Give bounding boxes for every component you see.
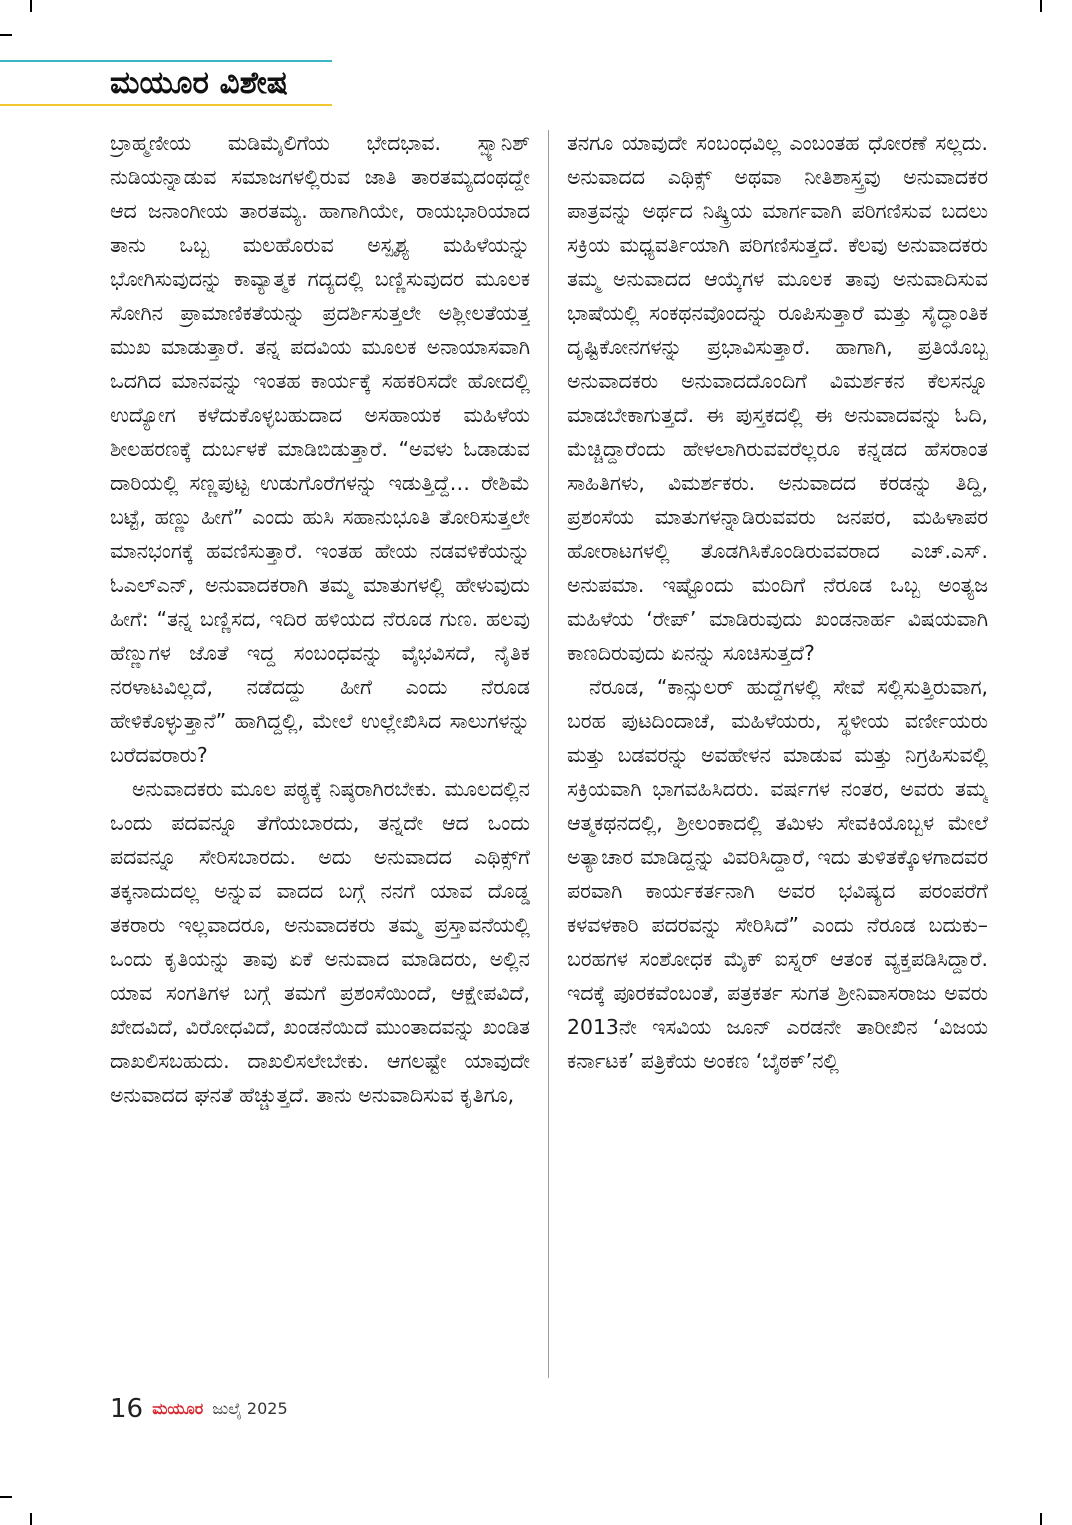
paragraph: ಬ್ರಾಹ್ಮಣೀಯ ಮಡಿಮೈಲಿಗೆಯ ಭೇದಭಾವ. ಸ್ಪ್ಯಾನಿಶ್ ನುಡಿಯನ್ನಾಡುವ ಸಮಾಜಗಳಲ್ಲಿರುವ ಜಾತಿ ತಾರತಮ್ಯದಂಥದ್ದೇ ಆದ ಜನಾಂಗೀಯ ತಾರತಮ್ಯ. ಹಾಗಾಗಿಯೇ, ರಾಯಭಾರಿಯಾದ ತಾನು ಒಬ್ಬ ಮಲಹೊರುವ ಅಸ್ಪೃಶ್ಯ ಮಹಿಳೆಯನ್ನು ಭೋಗಿಸುವುದನ್ನು ಕಾವ್ಯಾತ್ಮಕ ಗದ್ಯದಲ್ಲಿ ಬಣ್ಣಿಸುವುದರ ಮೂಲಕ ಸೋಗಿನ ಪ್ರಾಮಾಣಿಕತೆಯನ್ನು ಪ್ರದರ್ಶಿಸುತ್ತಲೇ ಅಶ್ಲೀಲತೆಯತ್ತ ಮುಖ ಮಾಡುತ್ತಾರೆ. ತನ್ನ ಪದವಿಯ ಮೂಲಕ ಅನಾಯಾಸವಾಗಿ ಒದಗಿದ ಮಾನವನ್ನು ಇಂತಹ ಕಾರ್ಯಕ್ಕೆ ಸಹಕರಿಸದೇ ಹೋದಲ್ಲಿ ಉದ್ಯೋಗ ಕಳೆದುಕೊಳ್ಳಬಹುದಾದ ಅಸಹಾಯಕ ಮಹಿಳೆಯ ಶೀಲಹರಣಕ್ಕೆ ದುರ್ಬಳಕೆ ಮಾಡಿಬಿಡುತ್ತಾರೆ. “ಅವಳು ಓಡಾಡುವ ದಾರಿಯಲ್ಲಿ ಸಣ್ಣಪುಟ್ಟ ಉಡುಗೊರೆಗಳನ್ನು ಇಡುತ್ತಿದ್ದೆ… ರೇಶಿಮೆ ಬಟ್ಟೆ, ಹಣ್ಣು ಹೀಗೆ” ಎಂದು ಹುಸಿ ಸಹಾನುಭೂತಿ ತೋರಿಸುತ್ತಲೇ ಮಾನಭಂಗಕ್ಕೆ ಹವಣಿಸುತ್ತಾರೆ. ಇಂತಹ ಹೇಯ ನಡವಳಿಕೆಯನ್ನು ಓಎಲ್‌ಎನ್, ಅನುವಾದಕರಾಗಿ ತಮ್ಮ ಮಾತುಗಳಲ್ಲಿ ಹೇಳುವುದು ಹೀಗೆ: “ತನ್ನ ಬಣ್ಣಿಸದ, ಇದಿರ ಹಳಿಯದ ನೆರೂಡ ಗುಣ. ಹಲವು ಹೆಣ್ಣುಗಳ ಜೊತೆ ಇದ್ದ ಸಂಬಂಧವನ್ನು ವೈಭವಿಸದೆ, ನೈತಿಕ ನರಳಾಟವಿಲ್ಲದೆ, ನಡೆದದ್ದು ಹೀಗೆ ಎಂದು ನೆರೂಡ ಹೇಳಿಕೊಳ್ಳುತ್ತಾನೆ” ಹಾಗಿದ್ದಲ್ಲಿ, ಮೇಲೆ ಉಲ್ಲೇಖಿಸಿದ ಸಾಲುಗಳನ್ನು ಬರೆದವರಾರು? — [110, 131, 530, 767]
crop-mark — [0, 34, 12, 36]
crop-mark — [30, 0, 32, 12]
paragraph: ತನಗೂ ಯಾವುದೇ ಸಂಬಂಧವಿಲ್ಲ ಎಂಬಂತಹ ಧೋರಣೆ ಸಲ್ಲದು. ಅನುವಾದದ ಎಥಿಕ್ಸ್ ಅಥವಾ ನೀತಿಶಾಸ್ತ್ರವು ಅನುವಾದಕರ ಪಾತ್ರವನ್ನು ಅರ್ಥದ ನಿಷ್ಕ್ರಿಯ ಮಾರ್ಗವಾಗಿ ಪರಿಗಣಿಸುವ ಬದಲು ಸಕ್ರಿಯ ಮಧ್ಯವರ್ತಿಯಾಗಿ ಪರಿಗಣಿಸುತ್ತದೆ. ಕೆಲವು ಅನುವಾದಕರು ತಮ್ಮ ಅನುವಾದದ ಆಯ್ಕೆಗಳ ಮೂಲಕ ತಾವು ಅನುವಾದಿಸುವ ಭಾಷೆಯಲ್ಲಿ ಸಂಕಥನವೊಂದನ್ನು ರೂಪಿಸುತ್ತಾರೆ ಮತ್ತು ಸೈದ್ಧಾಂತಿಕ ದೃಷ್ಟಿಕೋನಗಳನ್ನು ಪ್ರಭಾವಿಸುತ್ತಾರೆ. ಹಾಗಾಗಿ, ಪ್ರತಿಯೊಬ್ಬ ಅನುವಾದಕರು ಅನುವಾದದೊಂದಿಗೆ ವಿಮರ್ಶಕನ ಕೆಲಸನ್ನೂ ಮಾಡಬೇಕಾಗುತ್ತದೆ. ಈ ಪುಸ್ತಕದಲ್ಲಿ ಈ ಅನುವಾದವನ್ನು ಓದಿ, ಮೆಚ್ಚಿದ್ದಾರೆಂದು ಹೇಳಲಾಗಿರುವವರೆಲ್ಲರೂ ಕನ್ನಡದ ಹೆಸರಾಂತ ಸಾಹಿತಿಗಳು, ವಿಮರ್ಶಕರು. ಅನುವಾದದ ಕರಡನ್ನು ತಿದ್ದಿ, ಪ್ರಶಂಸೆಯ ಮಾತುಗಳನ್ನಾಡಿರುವವರು ಜನಪರ, ಮಹಿಳಾಪರ ಹೋರಾಟಗಳಲ್ಲಿ ತೊಡಗಿಸಿಕೊಂಡಿರುವವರಾದ ಎಚ್.ಎಸ್. ಅನುಪಮಾ. ಇಷ್ಟೊಂದು ಮಂದಿಗೆ ನೆರೂಡ ಒಬ್ಬ ಅಂತ್ಯಜ ಮಹಿಳೆಯ ‘ರೇಪ್’ ಮಾಡಿರುವುದು ಖಂಡನಾರ್ಹ ವಿಷಯವಾಗಿ ಕಾಣದಿರುವುದು ಏನನ್ನು ಸೂಚಿಸುತ್ತದೆ? — [567, 131, 988, 665]
header-rule-teal — [0, 60, 332, 62]
page-number: 16 — [110, 1394, 144, 1424]
crop-mark — [30, 1513, 32, 1525]
header-rule-yellow — [0, 104, 332, 106]
crop-mark — [0, 1496, 12, 1498]
magazine-logo: ಮಯೂರ — [152, 1399, 204, 1418]
column-divider — [548, 130, 549, 1378]
paragraph: ನೆರೂಡ, “ಕಾನ್ಸುಲರ್ ಹುದ್ದೆಗಳಲ್ಲಿ ಸೇವೆ ಸಲ್ಲಿಸುತ್ತಿರುವಾಗ, ಬರಹ ಪುಟದಿಂದಾಚೆ, ಮಹಿಳೆಯರು, ಸ್ಥಳೀಯ ವರ್ಣೀಯರು ಮತ್ತು ಬಡವರನ್ನು ಅವಹೇಳನ ಮಾಡುವ ಮತ್ತು ನಿಗ್ರಹಿಸುವಲ್ಲಿ ಸಕ್ರಿಯವಾಗಿ ಭಾಗವಹಿಸಿದರು. ವರ್ಷಗಳ ನಂತರ, ಅವರು ತಮ್ಮ ಆತ್ಮಕಥನದಲ್ಲಿ, ಶ್ರೀಲಂಕಾದಲ್ಲಿ ತಮಿಳು ಸೇವಕಿಯೊಬ್ಬಳ ಮೇಲೆ ಅತ್ಯಾಚಾರ ಮಾಡಿದ್ದನ್ನು ವಿವರಿಸಿದ್ದಾರೆ, ಇದು ತುಳಿತಕ್ಕೊಳಗಾದವರ ಪರವಾಗಿ ಕಾರ್ಯಕರ್ತನಾಗಿ ಅವರ ಭವಿಷ್ಯದ ಪರಂಪರೆಗೆ ಕಳವಳಕಾರಿ ಪದರವನ್ನು ಸೇರಿಸಿದೆ” ಎಂದು ನೆರೂಡ ಬದುಕು–ಬರಹಗಳ ಸಂಶೋಧಕ ಮೈಕ್ ಐಸ್ನರ್ ಆತಂಕ ವ್ಯಕ್ತಪಡಿಸಿದ್ದಾರೆ. ಇದಕ್ಕೆ ಪೂರಕವೆಂಬಂತೆ, ಪತ್ರಕರ್ತ ಸುಗತ ಶ್ರೀನಿವಾಸರಾಜು ಅವರು 2013ನೇ ಇಸವಿಯ ಜೂನ್ ಎರಡನೇ ತಾರೀಖಿನ ‘ವಿಜಯ ಕರ್ನಾಟಕ’ ಪತ್ರಿಕೆಯ ಅಂಕಣ ‘ಬೈಠಕ್’ನಲ್ಲಿ — [567, 675, 988, 1073]
crop-mark — [1040, 0, 1042, 12]
page-footer — [110, 1394, 288, 1428]
crop-mark — [1040, 1513, 1042, 1525]
section-title: ಮಯೂರ ವಿಶೇಷ — [110, 65, 288, 101]
article-column-left — [110, 126, 530, 1388]
article-column-right — [567, 126, 988, 1388]
paragraph: ಅನುವಾದಕರು ಮೂಲ ಪಠ್ಯಕ್ಕೆ ನಿಷ್ಠರಾಗಿರಬೇಕು. ಮೂಲದಲ್ಲಿನ ಒಂದು ಪದವನ್ನೂ ತೆಗೆಯಬಾರದು, ತನ್ನದೇ ಆದ ಒಂದು ಪದವನ್ನೂ ಸೇರಿಸಬಾರದು. ಅದು ಅನುವಾದದ ಎಥಿಕ್ಸ್‌ಗೆ ತಕ್ಕನಾದುದಲ್ಲ ಅನ್ನುವ ವಾದದ ಬಗ್ಗೆ ನನಗೆ ಯಾವ ದೊಡ್ಡ ತಕರಾರು ಇಲ್ಲವಾದರೂ, ಅನುವಾದಕರು ತಮ್ಮ ಪ್ರಸ್ತಾವನೆಯಲ್ಲಿ ಒಂದು ಕೃತಿಯನ್ನು ತಾವು ಏಕೆ ಅನುವಾದ ಮಾಡಿದರು, ಅಲ್ಲಿನ ಯಾವ ಸಂಗತಿಗಳ ಬಗ್ಗೆ ತಮಗೆ ಪ್ರಶಂಸೆಯಿಂದೆ, ಆಕ್ಷೇಪವಿದೆ, ಖೇದವಿದೆ, ವಿರೋಧವಿದೆ, ಖಂಡನೆಯಿದೆ ಮುಂತಾದವನ್ನು ಖಂಡಿತ ದಾಖಲಿಸಬಹುದು. ದಾಖಲಿಸಲೇಬೇಕು. ಆಗಲಷ್ಟೇ ಯಾವುದೇ ಅನುವಾದದ ಘನತೆ ಹೆಚ್ಚುತ್ತದೆ. ತಾನು ಅನುವಾದಿಸುವ ಕೃತಿಗೂ, — [110, 777, 530, 1107]
issue-date: ಜುಲೈ 2025 — [212, 1399, 288, 1418]
